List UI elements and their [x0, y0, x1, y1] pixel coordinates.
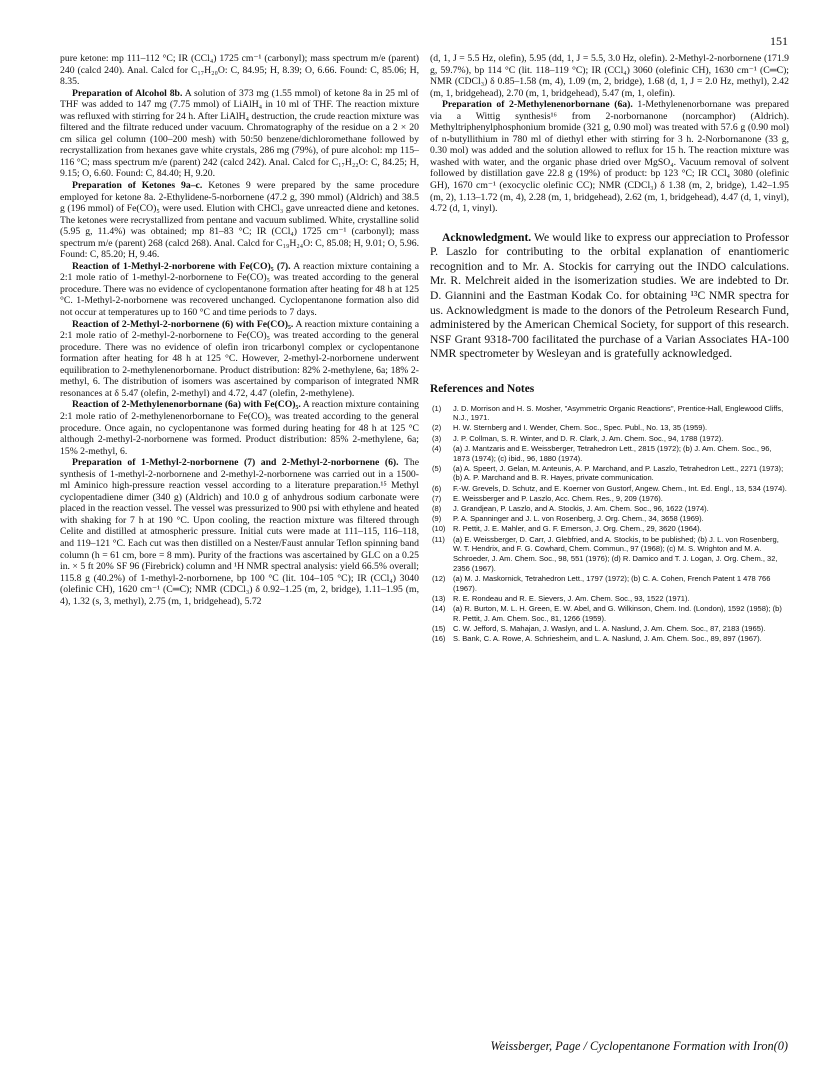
reference-text: (a) E. Weissberger, D. Carr, J. Glebfried, and A. Stockis, to be published; (b) J. L. von Rosenberg, W. T. Hendrix, and F. G. Cowhard, Chem. Commun., 97 (1968); (c) M. S. Wrighton and M. A. Schroeder, J. Am. Chem. Soc., 98, 551 (1976); (d) R. Damico and T. J. Logan, J. Org. Chem., 32, 2356 (1967). — [453, 534, 779, 573]
experimental-paragraph — [60, 88, 419, 180]
reference-item — [430, 604, 789, 623]
paragraph-text: A reaction mixture containing 2:1 mole ratio of 2-methylenenorbornane to Fe(CO)₅ was treated according to the general procedure. Once again, no cyclopentanone was formed during heating for 48 h at 125 °C although 2-methyl-2-norbornene was formed. Product distribution: 85% 2-methylene, 6a; 15% 2-methyl, 6. — [60, 399, 420, 457]
reference-number: (1) — [432, 403, 442, 413]
left-column — [60, 53, 419, 607]
acknowledgment-text: We would like to express our appreciation to Professor P. Laszlo for contributing to the orbital explanation of enantiomeric recognition and to Mr. A. Stockis for carrying out the INDO calculations. Mr. R. Melchreit aided in the isomerization studies. We are indebted to Dr. D. Giannini and the Eastman Kodak Co. for obtaining ¹³C NMR spectra for us. Acknowledgment is made to the donors of the Petroleum Research Fund, administered by the American Chemical Society, for support of this research. NSF Grant 9318-700 facilitated the purchase of a Varian Associates HA-100 NMR spectrometer by Wesleyan and is gratefully acknowledged. — [430, 230, 789, 361]
paragraph-text: A reaction mixture containing a 2:1 mole ratio of 2-methyl-2-norbornene to Fe(CO)₅ was treated according to the general procedure. There was no evidence of olefin iron tricarbonyl complex or cyclopentanone formation after heating for 48 h at 125 °C. However, 2-methyl-2-norbornene underwent equilibration to 2-methylenenorbornane. Product distribution: 82% 2-methylene, 6a; 18% 2-methyl, 6. The distribution of isomers was ascertained by comparison of integrated NMR resonances at δ 5.47 (olefin, 2-methyl) and 4.72, 4.47 (olefin, 2-methylene). — [60, 318, 419, 399]
reference-number: (8) — [432, 504, 442, 514]
experimental-paragraph — [60, 180, 419, 261]
reference-number: (12) — [432, 574, 446, 583]
reference-number: (14) — [432, 604, 446, 614]
paragraph-text: A solution of 373 mg (1.55 mmol) of ketone 8a in 25 ml of THF was added to 147 mg (7.75 mmol) of LiAlH₄ in 10 ml of THF. The reaction mixture was refluxed with stirring for 24 h. After LiAlH₄ destruction, the crude reaction mixture was filtered and the filtrate reduced under vacuum. Chromatography of the residue on a 2 × 20 cm silica gel column (100–200 mesh) with 50:50 benzene/dichloromethane followed by recrystallization from hexanes gave white crystals, 286 mg (79%), of pure alcohol: mp 115–116 °C; mass spectrum m/e (parent) 242 (calcd 242). Anal. Calcd for C₁₇H₂₂O: C, 84.25; H, 9.15; O, 6.60. Found: C, 84.40; H, 9.20. — [60, 87, 420, 180]
reference-item — [430, 634, 789, 644]
paragraph-text: 1-Methylenenorbornane was prepared via a Wittig synthesis¹⁶ from 2-norbornanone (norcamphor) (Aldrich). Methyltriphenylphosphonium bromide (321 g, 0.90 mol) was treated with 57.6 g (0.90 mol) of n-butyllithium in 780 ml of diethyl ether with stirring for 3 h. 2-Norbornanone (33 g, 0.30 mol) was added and the solution allowed to reflux for 15 h. The reaction mixture was washed with water, and the organic phase dried over MgSO₄. Vacuum removal of solvent followed by distillation gave 22.8 g (19%) of product: bp 123 °C; IR CCl₄ 3080 (olefinic GH), 1670 cm⁻¹ (exocyclic olefinic CC); NMR (CDCl₃) δ 1.38 (m, 2, bridge), 1.42–1.95 (m, 2), 1.13–1.72 (m, 4), 2.28 (m, 1, bridgehead), 2.62 (m, 1, bridgehead), 4.47 (d, 1, vinyl), 4.72 (d, 1, vinyl). — [430, 99, 790, 215]
reference-item — [430, 404, 789, 423]
paragraph-text: (d, 1, J = 5.5 Hz, olefin), 5.95 (dd, 1, J = 5.5, 3.0 Hz, olefin). 2-Methyl-2-norbornene (171.9 g, 59.7%), bp 114 °C (lit. 118–119 °C); IR (CCl₄) 3060 (olefinic CH), 1630 cm⁻¹ (C═C); NMR (CDCl₃) δ 0.85–1.58 (m, 4), 1.09 (m, 2, bridge), 1.68 (d, 1, J = 2.0 Hz, methyl), 2.42 (m, 1, bridgehead), 2.70 (m, 1, bridgehead), 5.47 (m, 1, olefin). — [430, 53, 789, 99]
experimental-paragraph — [60, 399, 419, 457]
experimental-paragraph — [60, 319, 419, 400]
experimental-paragraph — [60, 457, 419, 607]
page-number: 151 — [770, 34, 788, 48]
paragraph-heading: Preparation of Ketones 9a–c. — [72, 180, 203, 192]
reference-number: (2) — [432, 423, 442, 433]
reference-text: F.-W. Grevels, D. Schutz, and E. Koerner von Gustorf, Angew. Chem., Int. Ed. Engl., 13, 534 (1974). — [453, 483, 787, 493]
paragraph-text: The synthesis of 1-methyl-2-norbornene and 2-methyl-2-norbornene was carried out in a 1500-ml Aminico high-pressure reaction vessel according to a literature preparation.¹⁵ Methyl cyclopentadiene dimer (340 g) (Aldrich) and 10.0 g of anhydrous sodium carbonate were placed in the reaction vessel. The vessel was pressurized to 900 psi with ethylene and heated with shaking for 7 h at 190 °C. Upon cooling, the reaction mixture was filtered through Celite and distilled at atmospheric pressure. Initial cuts were made at 111–115, 116–118, and 119–121 °C. Each cut was then distilled on a Nester/Faust annular Teflon spinning band column (h = 61 cm, bore = 8 mm). Purity of the fractions was ascertained by GLC on a 0.25 in. × 5 ft 20% SF 96 (Firebrick) column and ¹H NMR spectral analysis: yield 66.5% overall; 115.8 g (40.2%) of 1-methyl-2-norbornene, bp 100 °C (lit. 104–105 °C); IR (CCl₄) 3040 (olefinic CH), 1620 cm⁻¹ (C═C); NMR (CDCl₃) δ 0.92–1.25 (m, 2, bridge), 1.11–1.95 (m, 4), 1.32 (s, 3, methyl), 2.75 (m, 1, bridgehead), 5.72 — [60, 457, 420, 607]
reference-number: (7) — [432, 493, 442, 503]
reference-number: (16) — [432, 634, 446, 644]
experimental-paragraph — [60, 53, 419, 88]
reference-item — [430, 514, 789, 524]
reference-number: (3) — [432, 433, 442, 443]
reference-text: S. Bank, C. A. Rowe, A. Schriesheim, and L. A. Naslund, J. Am. Chem. Soc., 89, 897 (1967). — [453, 634, 762, 644]
right-column — [430, 53, 789, 644]
reference-number: (13) — [432, 593, 446, 603]
paragraph-heading: Reaction of 2-Methyl-2-norbornene (6) with Fe(CO)₅. — [72, 318, 294, 330]
paragraph-heading: Preparation of 2-Methylenenorbornane (6a). — [442, 99, 633, 111]
paragraph-text: pure ketone: mp 111–112 °C; IR (CCl₄) 1725 cm⁻¹ (carbonyl); mass spectrum m/e (parent) 240 (calcd 240). Anal. Calcd for C₁₇H₂₀O: C, 84.95; H, 8.39; O, 6.66. Found: C, 85.06; H, 8.35. — [60, 53, 419, 88]
reference-text: H. W. Sternberg and I. Wender, Chem. Soc., Spec. Publ., No. 13, 35 (1959). — [453, 423, 708, 433]
reference-number: (9) — [432, 514, 442, 524]
reference-text: (a) A. Speert, J. Gelan, M. Anteunis, A. P. Marchand, and P. Laszlo, Tetrahedron Lett., 2271 (1973); (b) A. P. Marchand and B. R. Hayes, private communication. — [453, 463, 784, 483]
reference-text: (a) M. J. Maskornick, Tetrahedron Lett., 1797 (1972); (b) C. A. Cohen, French Patent 1 478 766 (1967). — [453, 574, 771, 593]
running-footer: Weissberger, Page / Cyclopentanone Formation with Iron(0) — [490, 1039, 788, 1053]
reference-item — [430, 494, 789, 504]
reference-number: (11) — [432, 534, 445, 544]
reference-item — [430, 624, 789, 634]
reference-text: P. A. Spanninger and J. L. von Rosenberg, J. Org. Chem., 34, 3658 (1969). — [453, 514, 704, 524]
acknowledgment-paragraph — [430, 231, 789, 362]
reference-item — [430, 524, 789, 534]
reference-text: R. Pettit, J. E. Mahler, and G. F. Emerson, J. Org. Chem., 29, 3620 (1964). — [453, 524, 702, 534]
reference-item — [430, 484, 789, 494]
reference-text: E. Weissberger and P. Laszlo, Acc. Chem. Res., 9, 209 (1976). — [453, 493, 663, 503]
reference-item — [430, 594, 789, 604]
experimental-paragraph — [60, 261, 419, 319]
acknowledgment-heading: Acknowledgment. — [442, 230, 532, 244]
reference-item — [430, 434, 789, 444]
paragraph-text: Ketones 9 were prepared by the same procedure employed for ketone 8a. 2-Ethylidene-5-norbornene (47.2 g, 390 mmol) (Aldrich) and 38.5 g (196 mmol) of Fe(CO)₅ were used. Elution with CHCl₃ gave unreacted diene and ketones. The ketones were recrystallized from pentane and vacuum sublimed. White, crystalline solid (5.95 g, 11.4%) was obtained; mp 81–83 °C; IR (CCl₄) 1725 cm⁻¹ (carbonyl); mass spectrum m/e (parent) 268 (calcd 268). Anal. Calcd for C₁₉H₂₄O: C, 85.08; H, 9.01; O, 5.96. Found: C, 85.20; H, 9.46. — [60, 180, 420, 261]
paragraph-heading: Preparation of Alcohol 8b. — [72, 87, 183, 99]
paragraph-heading: Reaction of 2-Methylenenorbornane (6a) with Fe(CO)₅. — [72, 399, 301, 411]
reference-item — [430, 504, 789, 514]
reference-number: (15) — [432, 624, 446, 634]
reference-item — [430, 423, 789, 433]
experimental-paragraph — [430, 99, 789, 214]
reference-number: (5) — [432, 463, 442, 473]
experimental-paragraph — [430, 53, 789, 99]
reference-item — [430, 444, 789, 463]
reference-number: (6) — [432, 483, 442, 493]
reference-text: (a) R. Burton, M. L. H. Green, E. W. Abel, and G. Wilkinson, Chem. Ind. (London), 1592 (1958); (b) R. Pettit, J. Am. Chem. Soc., 81, 1266 (1959). — [453, 604, 782, 623]
reference-item — [430, 464, 789, 483]
reference-text: R. E. Rondeau and R. E. Sievers, J. Am. Chem. Soc., 93, 1522 (1971). — [453, 593, 690, 603]
reference-text: C. W. Jefford, S. Mahajan, J. Waslyn, and L. A. Naslund, J. Am. Chem. Soc., 87, 2183 (1965). — [453, 624, 766, 634]
paragraph-heading: Reaction of 1-Methyl-2-norborene with Fe(CO)₅ (7). — [72, 260, 291, 272]
reference-text: J. Grandjean, P. Laszlo, and A. Stockis, J. Am. Chem. Soc., 96, 1622 (1974). — [453, 504, 709, 514]
paragraph-heading: Preparation of 1-Methyl-2-norbornene (7) and 2-Methyl-2-norbornene (6). — [72, 457, 399, 469]
reference-item — [430, 535, 789, 574]
references-heading: References and Notes — [430, 383, 535, 395]
reference-text: J. P. Collman, S. R. Winter, and D. R. Clark, J. Am. Chem. Soc., 94, 1788 (1972). — [453, 433, 724, 443]
reference-item — [430, 574, 789, 593]
references-list — [430, 404, 789, 644]
reference-number: (10) — [432, 524, 446, 534]
reference-text: J. D. Morrison and H. S. Mosher, "Asymmetric Organic Reactions", Prentice-Hall, Englewood Cliffs, N.J., 1971. — [453, 403, 784, 423]
paragraph-text: A reaction mixture containing a 2:1 mole ratio of 1-methyl-2-norbornene to Fe(CO)₅ was treated according to the general procedure. There was no evidence of cyclopentanone formation after heating for 48 h at 125 °C. 1-Methyl-2-norbornene was recovered unchanged. Cyclopentanone formation also did not occur at temperatures up to 160 °C and time periods to 7 days. — [60, 260, 419, 319]
reference-number: (4) — [432, 443, 442, 453]
reference-text: (a) J. Mantzaris and E. Weissberger, Tetrahedron Lett., 2815 (1972); (b) J. Am. Chem. Soc., 96, 1873 (1974); (c) ibid., 96, 1880 (1974). — [453, 443, 772, 463]
